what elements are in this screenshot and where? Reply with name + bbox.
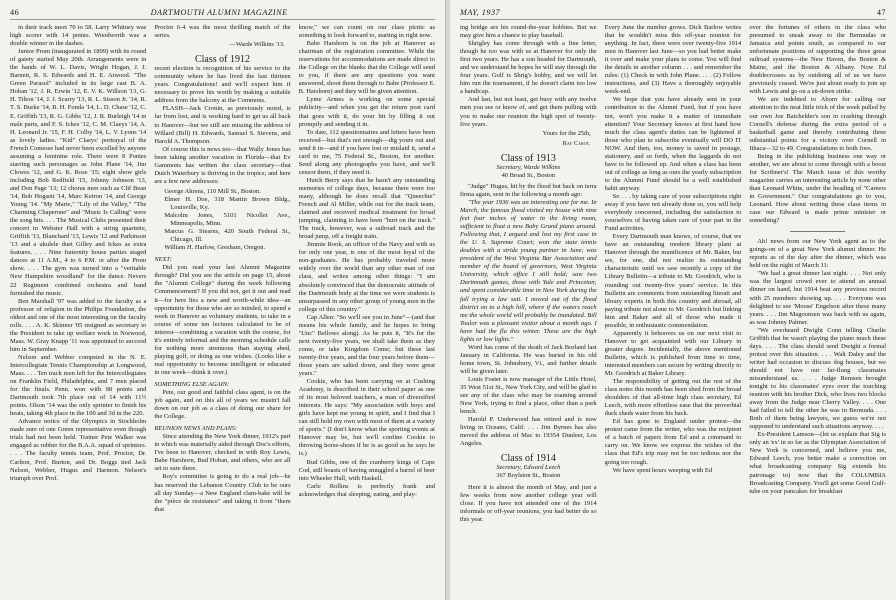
signature: —Warde Wilkins '13.: [229, 41, 285, 49]
paragraph: ing bridge are his round-the-year hobbies. But we may give him a chance to play baseball.: [460, 24, 597, 40]
paragraph: "We overheard Dwight Conn telling Charlie Griffith that he wasn't playing the piano much these days. . . . The class should send Dwight a formal protest over this situation. . . . Walt Daley and the writer had occasion to discuss dog houses, but we should not have our far-flung classmates misunderstand us. . . . Judge Remsen brought tonight to his classmates' eyes over the touching reunion with his brother Dick, who lives two blocks away from the Judge near Cherry Valley. . . . One had failed to tell the other he was in Bermuda. . . . Both of them being lawyers, we guess we're not supposed to understand such situations anyway. . . .: [749, 326, 887, 431]
list-item: George Ahrens, 110 Mill St., Boston.: [164, 187, 261, 195]
paragraph: So . . . by taking care of your subscriptions right away if you have not already done so, you will help everybody concerned, including the satisfaction to yourselves of having taken care of your part in the Fund activities.: [604, 192, 742, 233]
paragraph: Apparently it behooves us on our next visit to Hanover to get acquainted with our Library in greater degree. Incidentally, the above mentioned Bulletin, which is published from time to time, interested members can secure by writing directly to Mr. Goodrich at Baker Library.: [604, 329, 742, 378]
paragraph: Being in the publishing business one way or another, we are about to come through with a boost for Scribner's! The March issue of this worthy magazine carries an interesting article by none other than Leonard White, under the heading of "Careers in Government." Our congratulations go to you, Leonard. How about writing these class items in case our Edward is made prime minister or something?: [749, 152, 887, 225]
class-heading-1913: Class of 1913: [500, 152, 556, 164]
left-columns: [10, 24, 435, 598]
right-columns: [460, 24, 886, 598]
paragraph: Of course this is news too—that Wally Jones has been taking another vacation in Florida—that Ev Gammons has written the class secretary—that Dutch Waterbury is thriving in the tropics; and here are a few new addresses:: [154, 145, 291, 185]
paragraph: Every June the number grows. Dick Barlow writes that he wouldn't miss this off-year reunion for anything. In fact, there were over twenty-five 1914 men in Hanover last June—so you had better make it over and make your plans to come. You will find the details in another column . . . and remember the rules: (1) Check in with John Plane. . . . (2) Follow instructions, and (3) Have a thoroughly enjoyable week-end.: [604, 24, 742, 96]
paragraph: Proctor 6-4 was the most thrilling match of the series.: [154, 24, 291, 40]
paragraph: Ex-President Lamson—(let us explain that Sig is only an 'ex' in so far as the Olympian Association of New York is concerned, and believe you me, Edward Leech, you better make a correction on what broadcasting company Sig extends his patronage to) now that the COLUMBIA Broadcasting Company. You'll get some Good Gulf-tube on your pancakes for breakfast: [749, 431, 887, 495]
paragraph: Pete, our good and faithful class agent, is on the job again, and on this all of years we mustn't fall down on our job as a class of doing our share for the College.: [154, 389, 291, 421]
paragraph: Word has come of the death of Jack Borland last January in California. He was buried in his old home town, St. Johnsbury, Vt., and further details will be given later.: [460, 343, 597, 375]
paragraph: Every Dartmouth man knows, of course, that we have an outstanding modern library plant at Hanover through the munificence of Mr. Baker, but we, for one, did not realize its outstanding characteristic until we saw recently a copy of the Library Bulletin—a tribute to Mr. Goodrich, who is rounding out twenty-five years' service. In this Bulletin are comments from outstanding literati and library experts in both this country and abroad, all paying tribute not alone to Mr. Goodrich but linking him and Baker and all of those who made it possible, in enthusiastic commendation.: [604, 233, 742, 329]
class-address: 40 Broad St., Boston: [501, 171, 556, 179]
paragraph: Here it is almost the month of May, and just a few weeks from now another college year will close. If you have not attended one of the 1914 informals or off-year reunions, you had better do so this year.: [460, 483, 597, 523]
paragraph: Jimmie Rook, an officer of the Navy and with us for only one year, is one of the most loyal of the non-graduates. He has probably traveled more widely over the world than any other man of our class, and writes among other things: "I am absolutely convinced that the democratic attitude of the Dartmouth body at the time we were students is unsurpassed in any other group of young men in the college of this country.": [298, 241, 435, 313]
right-running-head: [460, 8, 886, 20]
left-col-1: [10, 24, 146, 598]
right-page-number: 47: [876, 8, 886, 17]
paragraph: "Judge" Hugus, hit by the flood but back on terra firma again, sent in the following a month ago:: [460, 182, 597, 198]
paragraph: We have spent hours weeping with Ed: [612, 466, 713, 474]
right-col-3: [749, 24, 886, 598]
class-secretary: Secretary, Edward Leech: [496, 464, 561, 472]
paragraph: Shrigley has come through with a fine letter, though he too was with us at Hanover for only the first two years. He has a son headed for Dartmouth, and we understand he hopes he will stay through the four years. Golf is Shrig's hobby, and we will let him run the tournament, if he doesn't claim too low a handicap.: [460, 40, 597, 96]
paragraph: in their track meet 70 to 58. Larry Whitney was high scorer with 14 points. Woodworth was a double winner in the dashes.: [10, 24, 147, 48]
left-running-title: DARTMOUTH ALUMNI MAGAZINE: [150, 8, 288, 17]
list-item: William H. Harlow, Gresham, Oregon.: [164, 244, 266, 252]
left-col-2: [154, 24, 290, 598]
paragraph: Rud Gibbs, one of the cranberry kings of Cape Cod, still boasts of having smuggled a barrel of beer into Wheeler Hall, with Haskell.: [298, 458, 435, 482]
paragraph: Carle Rollins is perfectly frank and acknowledges that sleeping, eating, and play-: [298, 482, 435, 498]
paragraph: Harold P. Underwood has retired and is now living in Oceano, Calif. . . . Jim Byrnes has also moved the address of Mac to 19354 Dunleer, Los Angeles.: [460, 416, 597, 448]
section-divider: [790, 231, 845, 232]
paragraph: Advance notice of the Olympics in Stockholm made sure of one Green representative even though trials had not been held. Trainer Pete Walker was engaged as rubber for the B.A.A. squad of sprinters. . . . The faculty tennis team, Prof. Proctor, Dr. Carlton, Prof. Burton, and Dr. Boggs tied Jack Nelson, Webber, Hugus and Harmon. Nelson's triumph over Prof.: [10, 418, 147, 482]
paragraph: We hope that you have already sent in your contribution to the Alumni Fund, but if you have not, won't you make it a matter of immediate attention? Your Secretary knows at first hand how much the class agent's duties can be lightened if those who plan to subscribe eventually will DO IT NOW. And then, too, money is saved in postage, stationery, and so forth, when the laggards do not have to be followed up. And when a class has been out of college as long as ours the yearly subscription to the Alumni Fund should be a well established habit anyway.: [604, 96, 742, 192]
right-col-1: [460, 24, 597, 598]
paragraph: Cap Allen: "So we'll see you in June"—(and that means his whole family, and he hopes to bring "Unc" Bellows along). As he puts it, "It's for the next twenty-five years, we shall take them as they come, or take Kingdom Come; but these last twenty-five years, and the four years before them—those years are salted down, and they were great years.": [298, 313, 435, 378]
paragraph: Hutch Berry says that he hasn't any outstanding memories of college days, because there were too many, although he does recall that "Queechie" French and Al Miller, while out for the track team, claimed and received medical treatment for broad jumping, claiming to have been "hurt on the track." The track, however, was a railroad track and the broad jump, off a freight train.: [298, 176, 435, 241]
class-address: 367 Boylston St., Boston: [496, 472, 561, 480]
paragraph: Ah! news from our New York agent as to the goings-on of a great New York alumni dinner. He reports as of the day after the dinner, which was held on the night of March 11:: [749, 238, 887, 270]
signature-line: Yours for the 25th,: [542, 129, 591, 137]
left-running-head: [10, 8, 435, 20]
right-col-2: [605, 24, 742, 598]
paragraph: Lyme Armes is working on some special publicity—and when you get the return post card that goes with it, do your bit by filling it out promptly and sending it in.: [298, 96, 435, 128]
paragraph: To date, 112 questionnaires and letters have been received—but that's not enough—dig yours out and send it in—and if you have lost or mislaid it, send a card to me, 75 Federal St., Boston, for another. Send along any photographs you have, and we'll censor them, if they need it.: [298, 128, 435, 176]
paragraph: Louis Foster is now manager of the Little Hotel, 35 West 51st St., New York City, and will be glad to see any of the class who may be roaming around New York, trying to find a place, other than a park bench.: [460, 375, 597, 416]
left-page: [0, 0, 446, 600]
class-secretary: Secretary, Warde Wilkins: [496, 163, 561, 171]
list-item: Elmer H. Doe, 318 Martin Brown Bldg., Louisville, Ky.: [164, 195, 291, 211]
paragraph: Nelson and Webber competed in the N. E. Intercollegiate Tennis Championship at Longwood, Mass. . . . Ten track men left for the Intercollegiates on Franklin Field, Philadelphia, and 7 men placed for the finals. Penn. won with 98 points and Dartmouth took 7th place out of 14 with 11½ points. Olson '14 was the only sprinter to finish his heats, taking 4th place in the 100 and 3d in the 220.: [10, 353, 147, 418]
paragraph: know," we can count on our class picnic as something to look forward to, starting in right now.: [298, 24, 435, 40]
paragraph: The responsibility of getting out the rest of the class notes this month has been shed from the broad shoulders of that all-time high class secretary, Ed Leech, with more effortless ease that the proverbial duck sheds water from his back.: [604, 378, 742, 418]
subheading: REUNION NEWS AND PLANS:: [154, 425, 238, 433]
subheading: SOMETHING ELSE AGAIN:: [154, 380, 230, 388]
left-page-number: 46: [10, 8, 20, 17]
paragraph: We are indebted to Aborn for calling our attention to the neat little trick of the week pulled by our own Joe Batchelder's son in crashing through Cornell's defense during the extra period of a basketball game and thereby contributing three substantial points for a victory over Cornell in Ithaca—32 to 49. Congratulations to both Joes.: [749, 96, 887, 152]
address-list: [164, 188, 290, 252]
class-heading-1914: Class of 1914: [500, 453, 556, 465]
paragraph: Babe Harshorn is on the job at Hanover as chairman of the registration committee. While the reservations for accommodations are made direct to the College on the blanks that the College will send to you, if there are any questions you want answered, shoot them through to Babe (Professor E. B. Harshorn) and they will be given attention.: [298, 40, 435, 96]
right-running-title: MAY, 1937: [460, 8, 501, 17]
paragraph: recent election is recognition of his service to the community where he has lived the last thirteen years. Congratulations! and we'll expect him if necessary to prove his worth by making a suitable address from the balcony at the Commons.: [154, 65, 291, 105]
subheading: NEXT:: [154, 256, 172, 264]
paragraph: "We had a great dinner last night. . . . Not only was the largest crowd ever to attend an annual dinner on hand, but 1914 beat any previous record with 25 members showing up. . . . Everyone was delighted to see 'Moose' Engelson after these many years. . . . Jim Magoonsen was back with us again, as was Johnny Palmer.: [749, 270, 887, 326]
paragraph: Cookie, who has been carrying on at Cushing Academy, is described in their school paper as one of its most beloved teachers, a man of diversified interests. He says: "My association with boys and girls have kept me young in spirit, and I find that I can still hold my own with most of them at a variety of sports." (I don't know what the sporting events at Hanover may be, but we'll confine Cookie to throwing horse-shoes if he is as good as he says he is.): [298, 378, 435, 458]
list-item: Marcus G. Stearns, 420 South Federal St., Chicago, Ill.: [164, 228, 291, 244]
left-col-3: [299, 24, 435, 598]
paragraph: Junior Prom (inaugurated in 1899) with its round of gaiety started May 20th. Arrangements were in the hands of W. L. Davis, Wright Hogan, J. J. Barnett, R. S. Edwards and H. E. Atwood. "The Green Parasol" included in its large cast B. A. Hoban '12, J. R. Erwin '12, E. V. K. Willson '13, G. H. Tilton '14, J. J. Scarry '13, R. L. Sisson Jr. '14, R. T. S. Burke '14, B. H. Fonda '14, L. D. Chase '12, C. E. Griffith '13, R. G. Gibbs '12, J. R. Burleigh '14 in male parts, and F. S. Ickes '12, C. M. Claeys '14, A. H. Leonard Jr. '15, F. H. Colby '14, L. V. Lyons '14 as lovely ladies. "Kid" Claeys' portrayal of the French Comesse had never been excelled by anyone assuming a feminine role. There were 8 Ponies starring such personages as John Plane '14, Jim Clowes '12, and G. K. Rose '15; eight show girls including Bob Redfield '15, Johnny Johnson '13, and Don Page '13; 12 chorus men such as Clif Bean '14, Bob Hogsett '14, Marc Ketron '14, and George Young '14. "My Marie," "Lily of the Valley," "The Charming Chaperone" and "Music Is Calling" were the song hits. . . . The Musical Clubs presented their concert in Webster Hall with a string quartette, Griffith '13, Blanchard '13, Lewis '12 and Parkinson '13 and a ukulele duet Gilley and Ickes as extra features. . . . Nine fraternity house parties staged dances at 11 A.M., 4 to 6 P.M. or after the Prom show. . . . The gym was turned into a "veritable New Hampshire woodland" for the dance. Nevers 22 Regiment combined orchestra and band furnished the music.: [10, 48, 147, 297]
paragraph: Did you read your last Alumni Magazine through? Did you see the article on page 15, about the "Alumni College" during the week following Commencement? If you did not, get it out and read it—for here lies a new and worth-while idea—an opportunity for those who are so minded, to spend a week in Hanover as voluntary students, to take in a course of some ten lectures calculated to be of interest—combining a vacation with the course, for it's entirely informal and the morning schedule calls for nothing more strenuous than staying abed, playing golf, or doing as one wishes. (Looks like a real opportunity to become intelligent or educated in one week—think it over.): [154, 264, 291, 376]
class-heading-1912: Class of 1912: [194, 54, 250, 66]
paragraph: Since attending the New York dinner, 1912's part in which was materially aided through Doc's efforts, I've been to Hanover, checked in with Roy Lewis, Babe Harshorn, Bud Hoban, and others, who are all set to sure there.: [154, 433, 291, 473]
paragraph: And last, but not least, get busy with any twelve men you see or know of, and get them pulling with you to make our reunion the high spot of twenty-five years.: [460, 96, 597, 128]
paragraph: Ben Marshall '97 was added to the faculty as a professor of religion in the Philips Foundation, the oldest and one of the most interesting on the faculty rolls. . . . A. K. Skinner '05 resigned as secretary to the President to take up welfare work in Norwood, Mass. W. Gray Knapp '11 was appointed to succeed him in September.: [10, 297, 147, 353]
paragraph: "The year 1936 was an interesting one for me. In March, the famous flood visited my house with nine feet four inches of water in the living room, sufficient to float a new Baby Grand piano around. Following that, I argued and lost my first case in the U. S. Supreme Court; won the state tennis doubles with a stride young partner in June; was president of the West Virginia Bar Association and member of the board of governors, West Virginia University, which office I still hold; saw two Dartmouth games, those with Yale and Princeton; and spent considerable time in New York during the fall trying a law suit. I moved out of the flood district on to a high hill, where if the waters reach me the whole world will probably be inundated. Bill Toulor was a pleasant visitor about a month ago. I have had the flu this winter. These are the high lights or low lights.": [460, 198, 597, 343]
paragraph: Roy's committee is going to do a real job—he has reserved the Lebanon Country Club to be ours all day Sunday—a New England clam-bake will be the "pièce de resistance" and taking it from "them that: [154, 473, 291, 513]
signature: Ray Cabot.: [562, 139, 591, 147]
paragraph: FLASH—Jack Cronin, as previously noted, is far from lost, and is working hard to get us all back to Hanover—but we still are missing the address of Willard (Bill) H. Edwards, Samuel S. Stevens, and Harold A. Thompson.: [154, 105, 291, 145]
right-page: [450, 0, 896, 600]
paragraph: over the fortunes of others in the class who presumed to sneak away to the Bermudas or Jamaica and points south, as compared to our unfortunate positions of supporting the three great railroad systems—the New Haven, the Boston & Maine, and the Boston & Albany. Now Ed doublecrosses us by outdoing all of us we have previously cussed. We're just about ready to join up with Lewis and go on a sit-down strike.: [749, 24, 887, 96]
paragraph: Ed has gone to England under protest—the protest came from the writer, who was the recipient of a batch of papers from Ed and a command to carry on. We know we express the wishes of the class that Ed's trip may not be too tedious nor the going too rough.: [604, 418, 742, 466]
list-item: Malcolm Jones, 5101 Nicollet Ave., Minneapolis, Minn.: [164, 212, 291, 228]
